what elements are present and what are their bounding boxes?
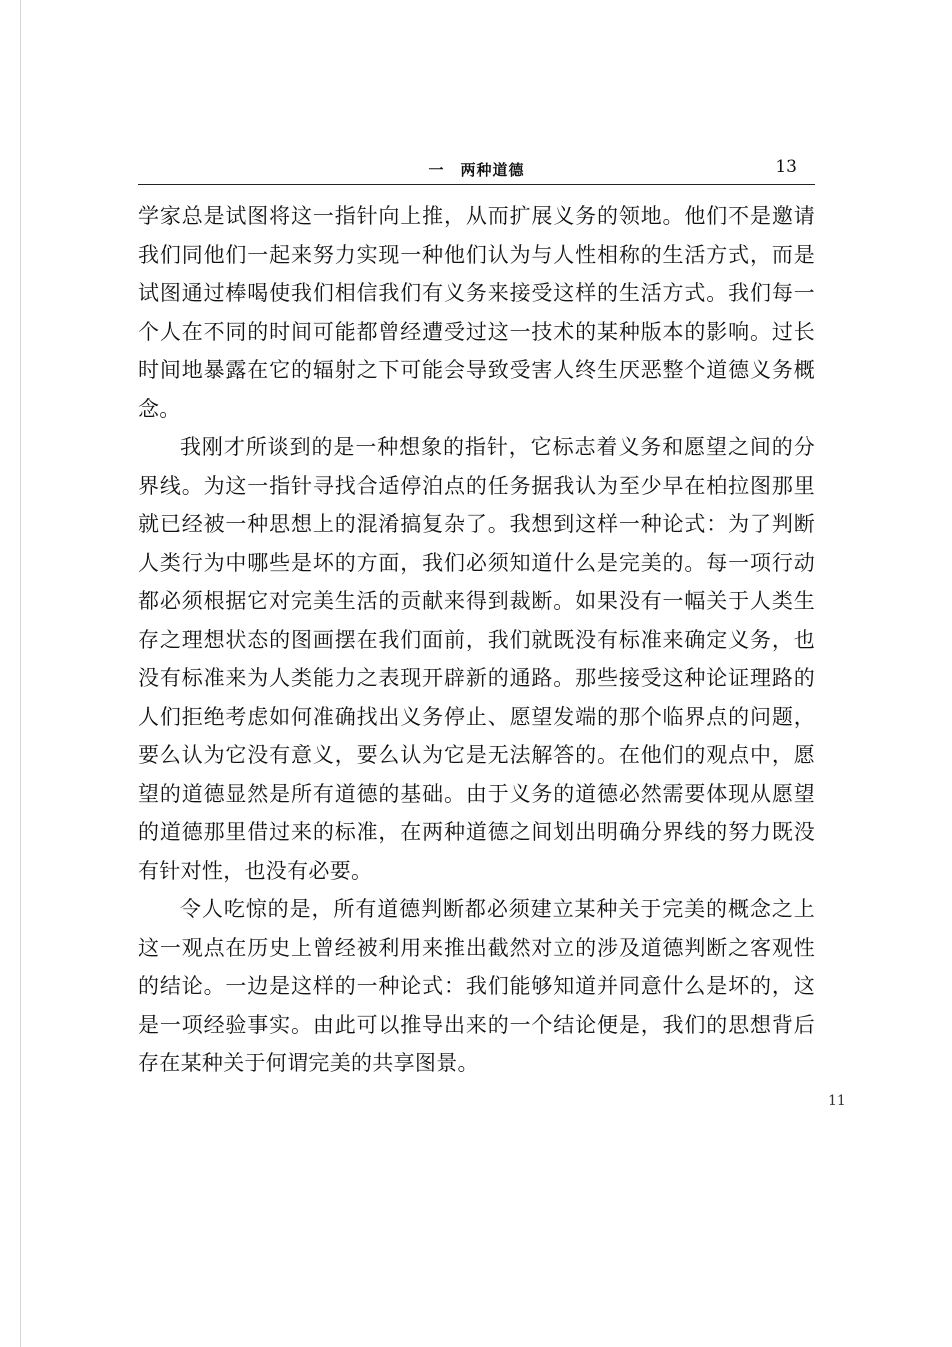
- running-header: [138, 155, 815, 185]
- body-text: [138, 197, 815, 1083]
- page-number: 13: [775, 157, 797, 177]
- paragraph: 我刚才所谈到的是一种想象的指针，它标志着义务和愿望之间的分界线。为这一指针寻找合适停泊点的任务据我认为至少早在柏拉图那里就已经被一种思想上的混淆搞复杂了。我想到这样一种论式：为了判断人类行为中哪些是坏的方面，我们必须知道什么是完美的。每一项行动都必须根据它对完美生活的贡献来得到裁断。如果没有一幅关于人类生存之理想状态的图画摆在我们面前，我们就既没有标准来确定义务，也没有标准来为人类能力之表现开辟新的通路。那些接受这种论证理路的人们拒绝考虑如何准确找出义务停止、愿望发端的那个临界点的问题，要么认为它没有意义，要么认为它是无法解答的。在他们的观点中，愿望的道德显然是所有道德的基础。由于义务的道德必然需要体现从愿望的道德那里借过来的标准，在两种道德之间划出明确分界线的努力既没有针对性，也没有必要。: [138, 435, 815, 883]
- paragraph: 令人吃惊的是，所有道德判断都必须建立某种关于完美的概念之上这一观点在历史上曾经被利用来推出截然对立的涉及道德判断之客观性的结论。一边是这样的一种论式：我们能够知道并同意什么是坏的，这是一项经验事实。由此可以推导出来的一个结论便是，我们的思想背后存在某种关于何谓完美的共享图景。: [138, 897, 815, 1075]
- paragraph: 学家总是试图将这一指针向上推，从而扩展义务的领地。他们不是邀请我们同他们一起来努力实现一种他们认为与人性相称的生活方式，而是试图通过棒喝使我们相信我们有义务来接受这样的生活方式。我们每一个人在不同的时间可能都曾经遭受过这一技术的某种版本的影响。过长时间地暴露在它的辐射之下可能会导致受害人终生厌恶整个道德义务概念。: [138, 204, 815, 421]
- margin-page-reference: 11: [828, 1093, 846, 1109]
- header-rule: [138, 184, 815, 185]
- chapter-title: 一 两种道德: [428, 161, 525, 179]
- scan-edge: [20, 0, 21, 1347]
